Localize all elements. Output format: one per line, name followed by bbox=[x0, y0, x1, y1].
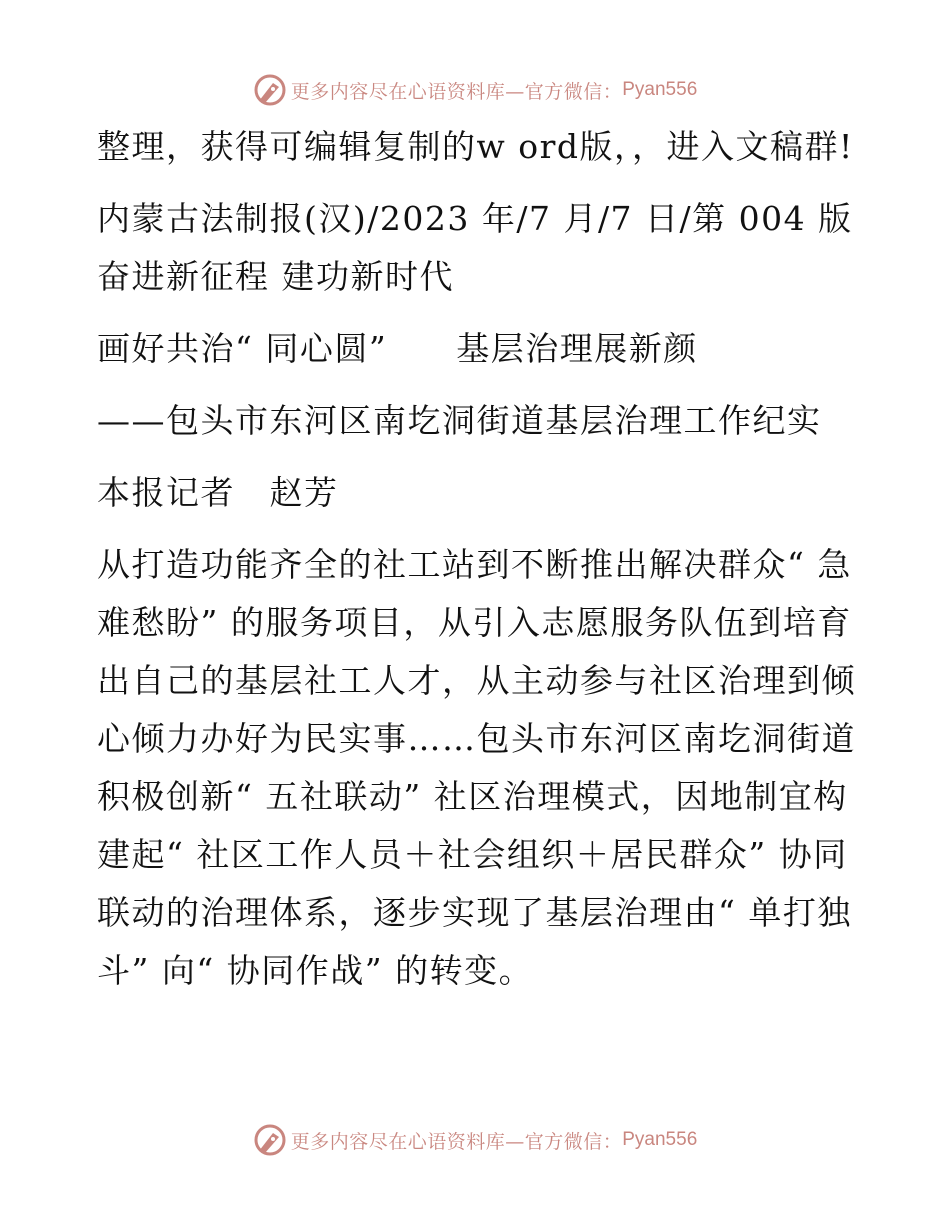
watermark-id: Pyan556 bbox=[622, 1129, 698, 1150]
watermark-text: 更多内容尽在心语资料库—官方微信： bbox=[290, 80, 623, 103]
pen-nib-circle-icon bbox=[253, 1123, 287, 1157]
document-body bbox=[97, 118, 857, 1000]
footer-watermark bbox=[0, 1120, 950, 1160]
intro-paragraph: 整理，获得可编辑复制的w ord版，，进入文稿群! bbox=[97, 127, 854, 166]
watermark-id: Pyan556 bbox=[622, 79, 698, 100]
header-watermark bbox=[0, 70, 950, 110]
source-line: 内蒙古法制报(汉)/2023 年/7 月/7 日/第 004 版奋进新征程 建功新时代 bbox=[97, 199, 853, 296]
pen-nib-circle-icon bbox=[253, 73, 287, 107]
byline: 本报记者 赵芳 bbox=[97, 473, 339, 512]
article-title: 画好共治“ 同心圆” 基层治理展新颜 bbox=[97, 329, 698, 368]
article-subtitle: ——包头市东河区南圪洞街道基层治理工作纪实 bbox=[97, 401, 822, 440]
body-paragraph: 从打造功能齐全的社工站到不断推出解决群众“ 急难愁盼” 的服务项目，从引入志愿服务队伍到培育出自己的基层社工人才，从主动参与社区治理到倾心倾力办好为民实事……包头市东河区南圪洞街道积极创新“ 五社联动” 社区治理模式，因地制宜构建起“ 社区工作人员＋社会组织＋居民群众” 协同联动的治理体系，逐步实现了基层治理由“ 单打独斗” 向“ 协同作战” 的转变。 bbox=[97, 545, 856, 990]
watermark-text: 更多内容尽在心语资料库—官方微信： bbox=[290, 1130, 623, 1153]
